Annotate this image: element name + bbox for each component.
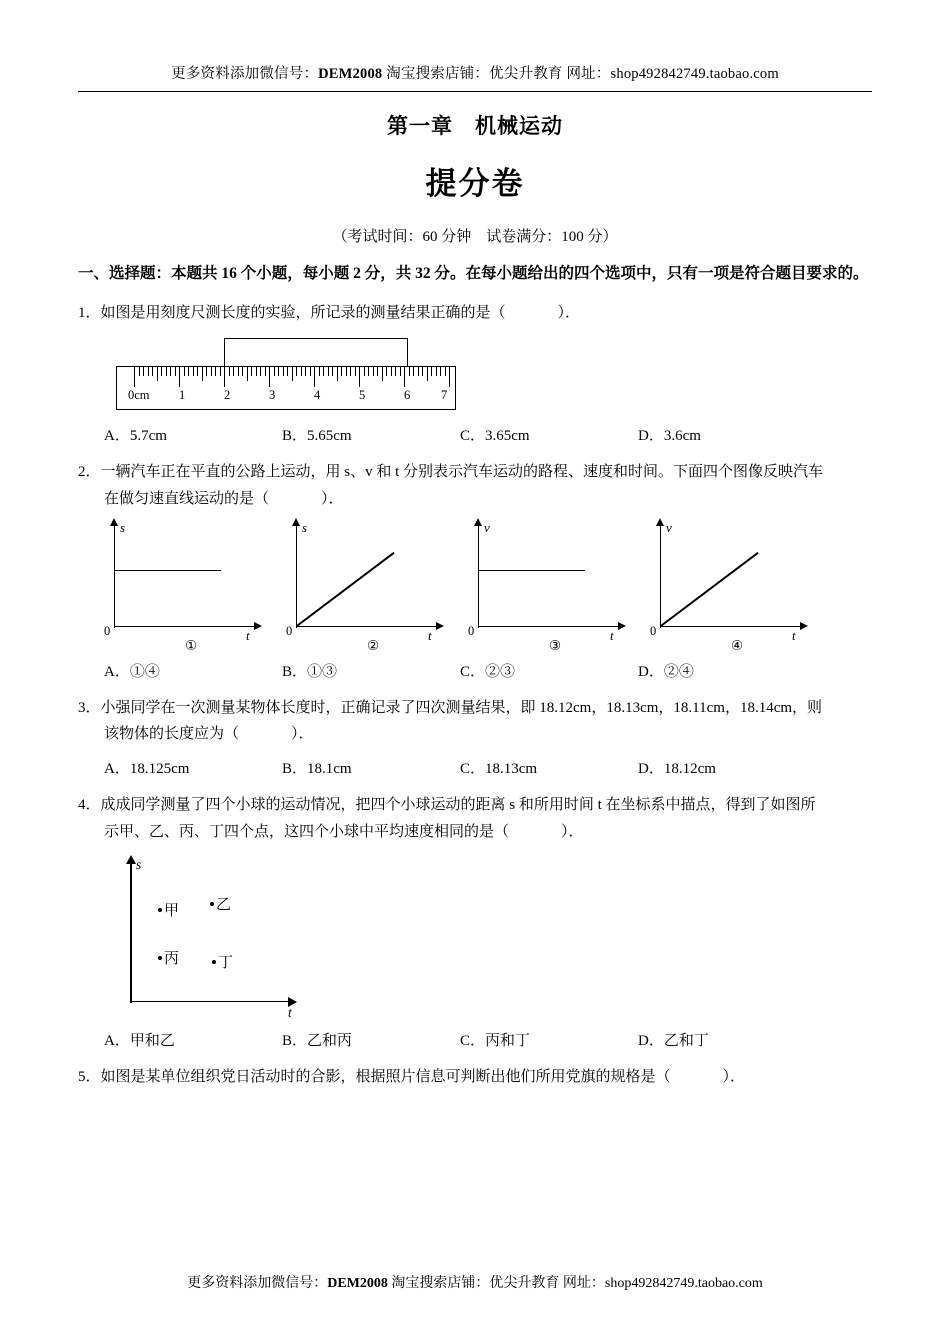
origin-label: 0 bbox=[468, 623, 475, 638]
ruler-tick bbox=[157, 367, 158, 381]
curve-diagonal bbox=[296, 552, 394, 627]
ruler-tick bbox=[368, 367, 369, 376]
ruler-tick bbox=[134, 367, 135, 387]
ruler-tick bbox=[409, 367, 410, 376]
question-1 bbox=[78, 300, 872, 326]
ruler-tick bbox=[337, 367, 338, 381]
question-3 bbox=[78, 695, 872, 748]
option-d[interactable]: D．②④ bbox=[638, 663, 694, 680]
option-b[interactable]: B．乙和丙 bbox=[282, 1032, 353, 1049]
x-axis-label: t bbox=[610, 627, 614, 643]
question-2 bbox=[78, 459, 872, 512]
ruler-tick bbox=[314, 367, 315, 387]
question-2-text-line2: 在做匀速直线运动的是（ ）． bbox=[104, 490, 344, 507]
ruler-tick bbox=[287, 367, 288, 376]
header-note-id: DEM2008 bbox=[318, 66, 383, 82]
ruler-tick bbox=[206, 367, 207, 376]
graph-3-caption: ③ bbox=[548, 637, 562, 653]
x-axis-label: t bbox=[246, 627, 250, 643]
curve-flat bbox=[479, 570, 585, 572]
origin-label: 0 bbox=[650, 623, 657, 638]
ruler-tick bbox=[413, 367, 414, 376]
x-axis-label: t bbox=[288, 1004, 292, 1020]
question-1-options bbox=[78, 424, 872, 445]
footer-note bbox=[0, 1272, 950, 1292]
ruler-tick bbox=[377, 367, 378, 376]
header-note-prefix: 更多资料添加微信号： bbox=[171, 66, 319, 82]
ruler-tick bbox=[188, 367, 189, 376]
x-axis-arrow-icon bbox=[800, 622, 808, 630]
ruler-tick bbox=[260, 367, 261, 376]
page-title: 提分卷 bbox=[425, 166, 525, 201]
question-2-text: 2．一辆汽车正在平直的公路上运动，用 s、v 和 t 分别表示汽车运动的路程、速度和时间。下面四个图像反映汽车 bbox=[78, 464, 824, 481]
ruler-tick bbox=[310, 367, 311, 376]
ruler-tick bbox=[346, 367, 347, 376]
y-axis-label: s bbox=[302, 519, 308, 535]
graph-3 bbox=[460, 518, 638, 654]
ruler-tick bbox=[274, 367, 275, 376]
y-axis bbox=[114, 524, 115, 628]
ruler-tick bbox=[233, 367, 234, 376]
header-note bbox=[78, 0, 872, 83]
point-marker-icon bbox=[212, 960, 216, 964]
ruler-tick bbox=[247, 367, 248, 381]
graph-4-caption: ④ bbox=[730, 637, 744, 653]
option-c[interactable]: C．②③ bbox=[460, 663, 516, 680]
ruler-tick bbox=[422, 367, 423, 376]
question-2-options bbox=[78, 660, 872, 681]
ruler-tick bbox=[224, 367, 225, 387]
st-graph-figures bbox=[78, 518, 872, 654]
ruler-tick bbox=[296, 367, 297, 376]
ruler-tick bbox=[184, 367, 185, 376]
y-axis-label: v bbox=[484, 519, 490, 535]
graph-1 bbox=[96, 518, 274, 654]
option-a[interactable]: A．甲和乙 bbox=[104, 1032, 175, 1049]
ruler-tick bbox=[328, 367, 329, 376]
option-c[interactable]: C．丙和丁 bbox=[460, 1032, 531, 1049]
ruler-label-2: 2 bbox=[224, 388, 231, 403]
ruler-tick bbox=[382, 367, 383, 381]
graph-2 bbox=[278, 518, 456, 654]
ruler-tick bbox=[400, 367, 401, 376]
ruler-tick bbox=[436, 367, 437, 376]
footer-note-url: 网址：shop492842749.taobao.com bbox=[562, 1276, 763, 1291]
x-axis-arrow-icon bbox=[618, 622, 626, 630]
question-1-text: 1．如图是用刻度尺测长度的实验，所记录的测量结果正确的是（ ）． bbox=[78, 305, 581, 322]
ruler-tick bbox=[449, 367, 450, 387]
point-marker-icon bbox=[158, 956, 162, 960]
ruler-tick bbox=[269, 367, 270, 387]
ruler-tick bbox=[355, 367, 356, 376]
section-heading: 一、选择题：本题共 16 个小题，每小题 2 分，共 32 分。在每小题给出的四个选项中，只有一项是符合题目要求的。 bbox=[78, 265, 869, 282]
ruler-tick bbox=[386, 367, 387, 376]
point-bing: 丙 bbox=[158, 947, 179, 968]
ruler-label-1: 1 bbox=[179, 388, 186, 403]
question-4-text: 4．成成同学测量了四个小球的运动情况，把四个小球运动的距离 s 和所用时间 t 在坐标系中描点，得到了如图所 bbox=[78, 797, 816, 814]
ruler-tick bbox=[283, 367, 284, 376]
x-axis-arrow-icon bbox=[436, 622, 444, 630]
ruler-label-4: 4 bbox=[314, 388, 321, 403]
point-yi: 乙 bbox=[210, 893, 231, 914]
ruler-tick bbox=[148, 367, 149, 376]
ruler-tick bbox=[161, 367, 162, 376]
ruler-tick bbox=[364, 367, 365, 376]
option-d[interactable]: D．3.6cm bbox=[638, 428, 701, 445]
point-marker-icon bbox=[158, 908, 162, 912]
ruler-tick bbox=[193, 367, 194, 376]
option-d[interactable]: D．18.12cm bbox=[638, 761, 716, 778]
footer-note-id: DEM2008 bbox=[327, 1276, 388, 1291]
ruler-tick bbox=[175, 367, 176, 376]
option-b[interactable]: B．5.65cm bbox=[282, 428, 352, 445]
ruler-label-6: 6 bbox=[404, 388, 411, 403]
option-c[interactable]: C．3.65cm bbox=[460, 428, 530, 445]
ruler-label-0: 0cm bbox=[128, 388, 150, 403]
option-a[interactable]: A．①④ bbox=[104, 663, 160, 680]
y-axis-label: s bbox=[120, 519, 126, 535]
origin-label: 0 bbox=[286, 623, 293, 638]
x-axis-label: t bbox=[428, 627, 432, 643]
option-b[interactable]: B．①③ bbox=[282, 663, 338, 680]
ruler-tick bbox=[143, 367, 144, 376]
ruler-tick bbox=[440, 367, 441, 376]
ruler-tick bbox=[265, 367, 266, 376]
question-5-text: 5．如图是某单位组织党日活动时的合影，根据照片信息可判断出他们所用党旗的规格是（ ）． bbox=[78, 1068, 746, 1085]
ruler-tick bbox=[359, 367, 360, 387]
ruler-tick bbox=[166, 367, 167, 376]
ruler-tick bbox=[404, 367, 405, 387]
point-jia: 甲 bbox=[158, 899, 179, 920]
option-b[interactable]: B．18.1cm bbox=[282, 761, 352, 778]
ruler-tick bbox=[445, 367, 446, 376]
x-axis-arrow-icon bbox=[254, 622, 262, 630]
ruler-tick bbox=[341, 367, 342, 376]
ruler-tick bbox=[431, 367, 432, 376]
measure-bracket bbox=[224, 338, 408, 368]
ruler-tick bbox=[238, 367, 239, 376]
y-axis bbox=[478, 524, 479, 628]
ruler-tick bbox=[292, 367, 293, 381]
x-axis bbox=[660, 626, 802, 627]
ruler-tick bbox=[179, 367, 180, 387]
ruler-tick bbox=[305, 367, 306, 376]
point-ding: 丁 bbox=[212, 951, 233, 972]
ruler-tick bbox=[323, 367, 324, 376]
point-marker-icon bbox=[210, 902, 214, 906]
ruler-label-7: 7 bbox=[441, 388, 448, 403]
exam-info: （考试时间：60 分钟 试卷满分：100 分） bbox=[332, 229, 618, 245]
y-axis bbox=[660, 524, 661, 628]
graph-1-caption: ① bbox=[184, 637, 198, 653]
x-axis bbox=[114, 626, 256, 627]
ruler-label-5: 5 bbox=[359, 388, 366, 403]
ruler-tick bbox=[197, 367, 198, 376]
chapter-title: 第一章 机械运动 bbox=[387, 114, 563, 138]
ruler-tick bbox=[332, 367, 333, 376]
graph-2-caption: ② bbox=[366, 637, 380, 653]
ruler-tick bbox=[373, 367, 374, 376]
question-4-text-line2: 示甲、乙、丙、丁四个点，这四个小球中平均速度相同的是（ ）． bbox=[104, 823, 584, 840]
ruler-tick bbox=[229, 367, 230, 376]
ruler-tick bbox=[391, 367, 392, 376]
option-a[interactable]: A．5.7cm bbox=[104, 428, 167, 445]
header-divider bbox=[78, 91, 872, 92]
question-4 bbox=[78, 792, 872, 845]
ruler-tick bbox=[202, 367, 203, 381]
x-axis bbox=[130, 1001, 290, 1003]
y-axis-label: v bbox=[666, 519, 672, 535]
ruler-tick bbox=[251, 367, 252, 376]
origin-label: 0 bbox=[104, 623, 111, 638]
ruler-tick bbox=[418, 367, 419, 376]
ruler-tick bbox=[215, 367, 216, 376]
option-c[interactable]: C．18.13cm bbox=[460, 761, 538, 778]
ruler-tick bbox=[278, 367, 279, 376]
ruler-tick bbox=[211, 367, 212, 376]
ruler-tick bbox=[427, 367, 428, 381]
curve-flat bbox=[115, 570, 221, 572]
ruler-tick bbox=[301, 367, 302, 376]
ruler-tick bbox=[350, 367, 351, 376]
ruler-tick bbox=[220, 367, 221, 376]
y-axis-label: s bbox=[136, 856, 142, 872]
ruler-tick bbox=[256, 367, 257, 376]
ruler-figure bbox=[78, 336, 872, 414]
option-d[interactable]: D．乙和丁 bbox=[638, 1032, 709, 1049]
scatter-figure bbox=[78, 855, 872, 1023]
footer-note-shop: 淘宝搜索店铺：优尖升教育 bbox=[391, 1276, 560, 1291]
ruler-tick bbox=[395, 367, 396, 376]
ruler-tick bbox=[152, 367, 153, 376]
question-3-text: 3．小强同学在一次测量某物体长度时，正确记录了四次测量结果，即 18.12cm，18.13cm，18.11cm，18.14cm，则 bbox=[78, 699, 823, 716]
footer-note-prefix: 更多资料添加微信号： bbox=[187, 1276, 328, 1291]
header-note-shop: 淘宝搜索店铺：优尖升教育 bbox=[386, 66, 563, 82]
option-a[interactable]: A．18.125cm bbox=[104, 761, 190, 778]
question-4-options bbox=[78, 1029, 872, 1050]
ruler-tick bbox=[139, 367, 140, 376]
curve-diagonal bbox=[660, 552, 758, 627]
question-5 bbox=[78, 1064, 872, 1090]
ruler-tick bbox=[242, 367, 243, 376]
x-axis-label: t bbox=[792, 627, 796, 643]
ruler-label-3: 3 bbox=[269, 388, 276, 403]
header-note-url: 网址：shop492842749.taobao.com bbox=[566, 66, 779, 82]
x-axis bbox=[296, 626, 438, 627]
ruler-tick bbox=[170, 367, 171, 376]
ruler-tick bbox=[319, 367, 320, 376]
question-3-options bbox=[78, 757, 872, 778]
y-axis bbox=[130, 863, 132, 1003]
y-axis bbox=[296, 524, 297, 628]
x-axis bbox=[478, 626, 620, 627]
question-3-text-line2: 该物体的长度应为（ ）． bbox=[104, 726, 314, 743]
graph-4 bbox=[642, 518, 820, 654]
